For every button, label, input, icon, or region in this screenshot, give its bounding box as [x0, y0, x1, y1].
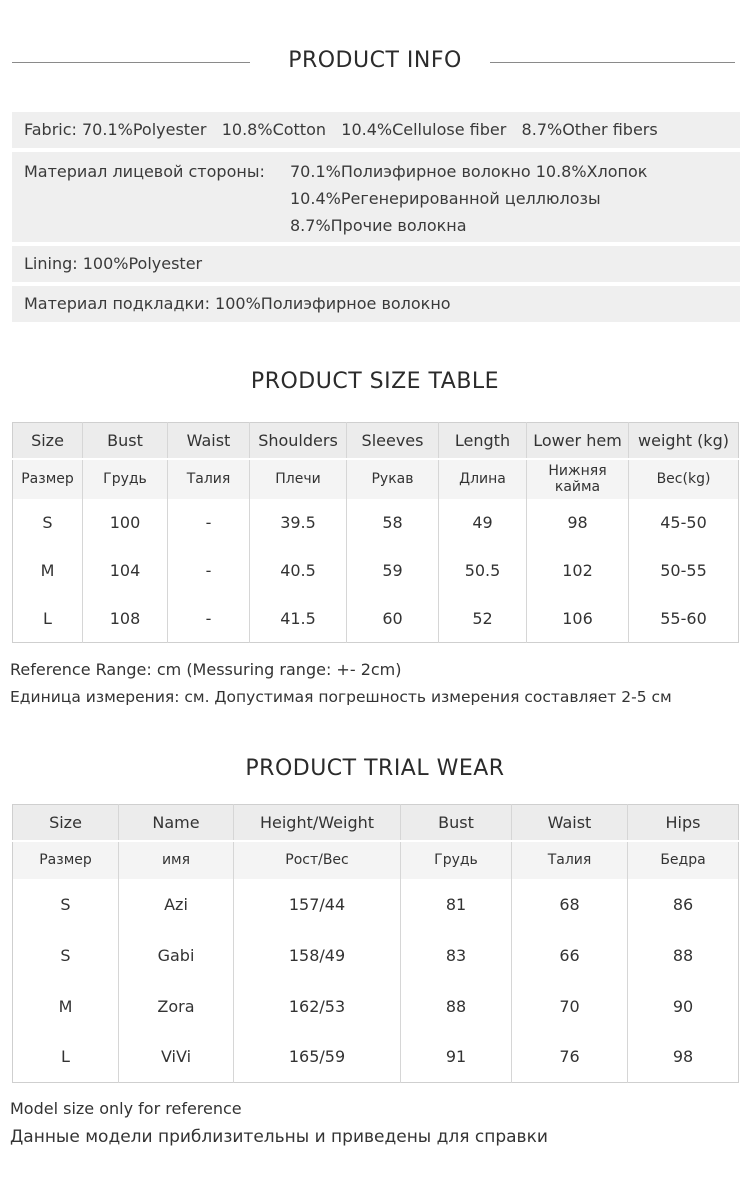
trial-subheader-cell: имя [119, 841, 234, 879]
table-cell: 165/59 [234, 1032, 401, 1083]
trial-subheader-cell: Талия [512, 841, 628, 879]
fabric-row: Fabric: 70.1%Polyester 10.8%Cotton 10.4%Cellulose fiber 8.7%Other fibers [12, 112, 740, 148]
table-cell: 91 [401, 1032, 512, 1083]
trial-header-cell: Size [13, 805, 119, 841]
table-cell: 86 [628, 879, 739, 930]
table-cell: L [61, 1047, 70, 1067]
trial-wear-title: PRODUCT TRIAL WEAR [245, 756, 505, 781]
size-subheader-cell: Вес(kg) [629, 459, 739, 499]
size-subheader-cell: Плечи [250, 459, 347, 499]
table-cell: 98 [628, 1032, 739, 1083]
size-header-cell: Waist [168, 423, 250, 459]
size-table-subheader-row [13, 459, 739, 499]
table-cell: M [58, 996, 73, 1016]
table-cell: 39.5 [250, 499, 347, 547]
table-cell: - [168, 595, 250, 643]
table-cell: 40.5 [250, 547, 347, 595]
trial-header-cell: Hips [628, 805, 739, 841]
trial-note-en: Model size only for reference [10, 1099, 242, 1118]
table-cell: 83 [401, 930, 512, 981]
table-row [13, 595, 739, 643]
table-cell: 104 [83, 547, 168, 595]
trial-note-ru: Данные модели приблизительны и приведены для справки [10, 1127, 548, 1147]
table-row [13, 499, 739, 547]
trial-subheader-cell: Размер [13, 841, 119, 879]
trial-table-header-row [13, 805, 739, 841]
table-cell: 106 [527, 595, 629, 643]
table-cell: 66 [512, 930, 628, 981]
size-note-en: Reference Range: cm (Messuring range: +- 2cm) [10, 660, 402, 679]
table-cell: M [40, 561, 55, 580]
trial-header-cell: Name [119, 805, 234, 841]
trial-table [12, 804, 739, 1083]
fabric-ru-row [12, 152, 740, 242]
trial-table-subheader-row [13, 841, 739, 879]
table-cell: 50.5 [439, 547, 527, 595]
table-cell: 158/49 [234, 930, 401, 981]
table-cell: 58 [347, 499, 439, 547]
trial-subheader-cell: Грудь [401, 841, 512, 879]
table-cell: 50-55 [629, 547, 739, 595]
fabric-ru-label: Материал лицевой стороны: [24, 162, 265, 181]
table-cell: 76 [512, 1032, 628, 1083]
trial-subheader-cell: Бедра [628, 841, 739, 879]
table-row [13, 1032, 739, 1083]
product-info-block [12, 112, 740, 326]
table-row [13, 981, 739, 1032]
table-row [13, 930, 739, 981]
table-cell: 162/53 [234, 981, 401, 1032]
table-cell: 102 [527, 547, 629, 595]
size-subheader-cell: Рукав [347, 459, 439, 499]
trial-header-cell: Waist [512, 805, 628, 841]
table-cell: 90 [628, 981, 739, 1032]
trial-header-cell: Bust [401, 805, 512, 841]
size-subheader-cell: Нижняя кайма [527, 459, 629, 499]
size-subheader-cell: Талия [168, 459, 250, 499]
table-cell: 70 [512, 981, 628, 1032]
table-cell: S [42, 513, 53, 532]
table-cell: 59 [347, 547, 439, 595]
table-cell: L [43, 608, 52, 628]
fabric-ru-value: 70.1%Полиэфирное волокно 10.8%Хлопок [290, 162, 648, 181]
fabric-ru-value: 10.4%Регенерированной целлюлозы [290, 189, 601, 208]
table-cell: 60 [347, 595, 439, 643]
table-cell: ViVi [119, 1032, 234, 1083]
trial-subheader-cell: Рост/Вес [234, 841, 401, 879]
size-subheader-cell: Размер [13, 459, 83, 499]
table-cell: 81 [401, 879, 512, 930]
table-cell: Azi [119, 879, 234, 930]
fabric-ru-values [290, 158, 647, 242]
size-subheader-cell: Длина [439, 459, 527, 499]
table-cell: 108 [83, 595, 168, 643]
fabric-ru-value: 8.7%Прочие волокна [290, 216, 467, 235]
table-cell: - [168, 499, 250, 547]
table-cell: Zora [119, 981, 234, 1032]
size-header-cell: Bust [83, 423, 168, 459]
lining-ru-row: Материал подкладки: 100%Полиэфирное волокно [12, 286, 740, 322]
size-table-title: PRODUCT SIZE TABLE [250, 369, 500, 394]
table-row [13, 879, 739, 930]
table-cell: - [168, 547, 250, 595]
table-cell: 52 [439, 595, 527, 643]
size-header-cell: Size [13, 423, 83, 459]
size-header-cell: Lower hem [527, 423, 629, 459]
table-cell: 68 [512, 879, 628, 930]
table-cell: 88 [401, 981, 512, 1032]
table-cell: 98 [527, 499, 629, 547]
table-cell: 45-50 [629, 499, 739, 547]
product-info-title: PRODUCT INFO [288, 48, 462, 73]
size-table-header-row [13, 423, 739, 459]
table-cell: 41.5 [250, 595, 347, 643]
trial-header-cell: Height/Weight [234, 805, 401, 841]
size-header-cell: Sleeves [347, 423, 439, 459]
table-cell: 49 [439, 499, 527, 547]
table-cell: Gabi [119, 930, 234, 981]
size-header-cell: Length [439, 423, 527, 459]
size-subheader-cell: Грудь [83, 459, 168, 499]
table-cell: 55-60 [629, 595, 739, 643]
lining-row: Lining: 100%Polyester [12, 246, 740, 282]
table-cell: S [60, 894, 71, 914]
size-table [12, 422, 739, 643]
size-header-cell: Shoulders [250, 423, 347, 459]
table-cell: 157/44 [234, 879, 401, 930]
table-cell: S [60, 945, 71, 965]
size-note-ru: Единица измерения: см. Допустимая погрешность измерения составляет 2-5 см [10, 688, 672, 706]
table-cell: 88 [628, 930, 739, 981]
table-row [13, 547, 739, 595]
size-header-cell: weight (kg) [629, 423, 739, 459]
table-cell: 100 [83, 499, 168, 547]
